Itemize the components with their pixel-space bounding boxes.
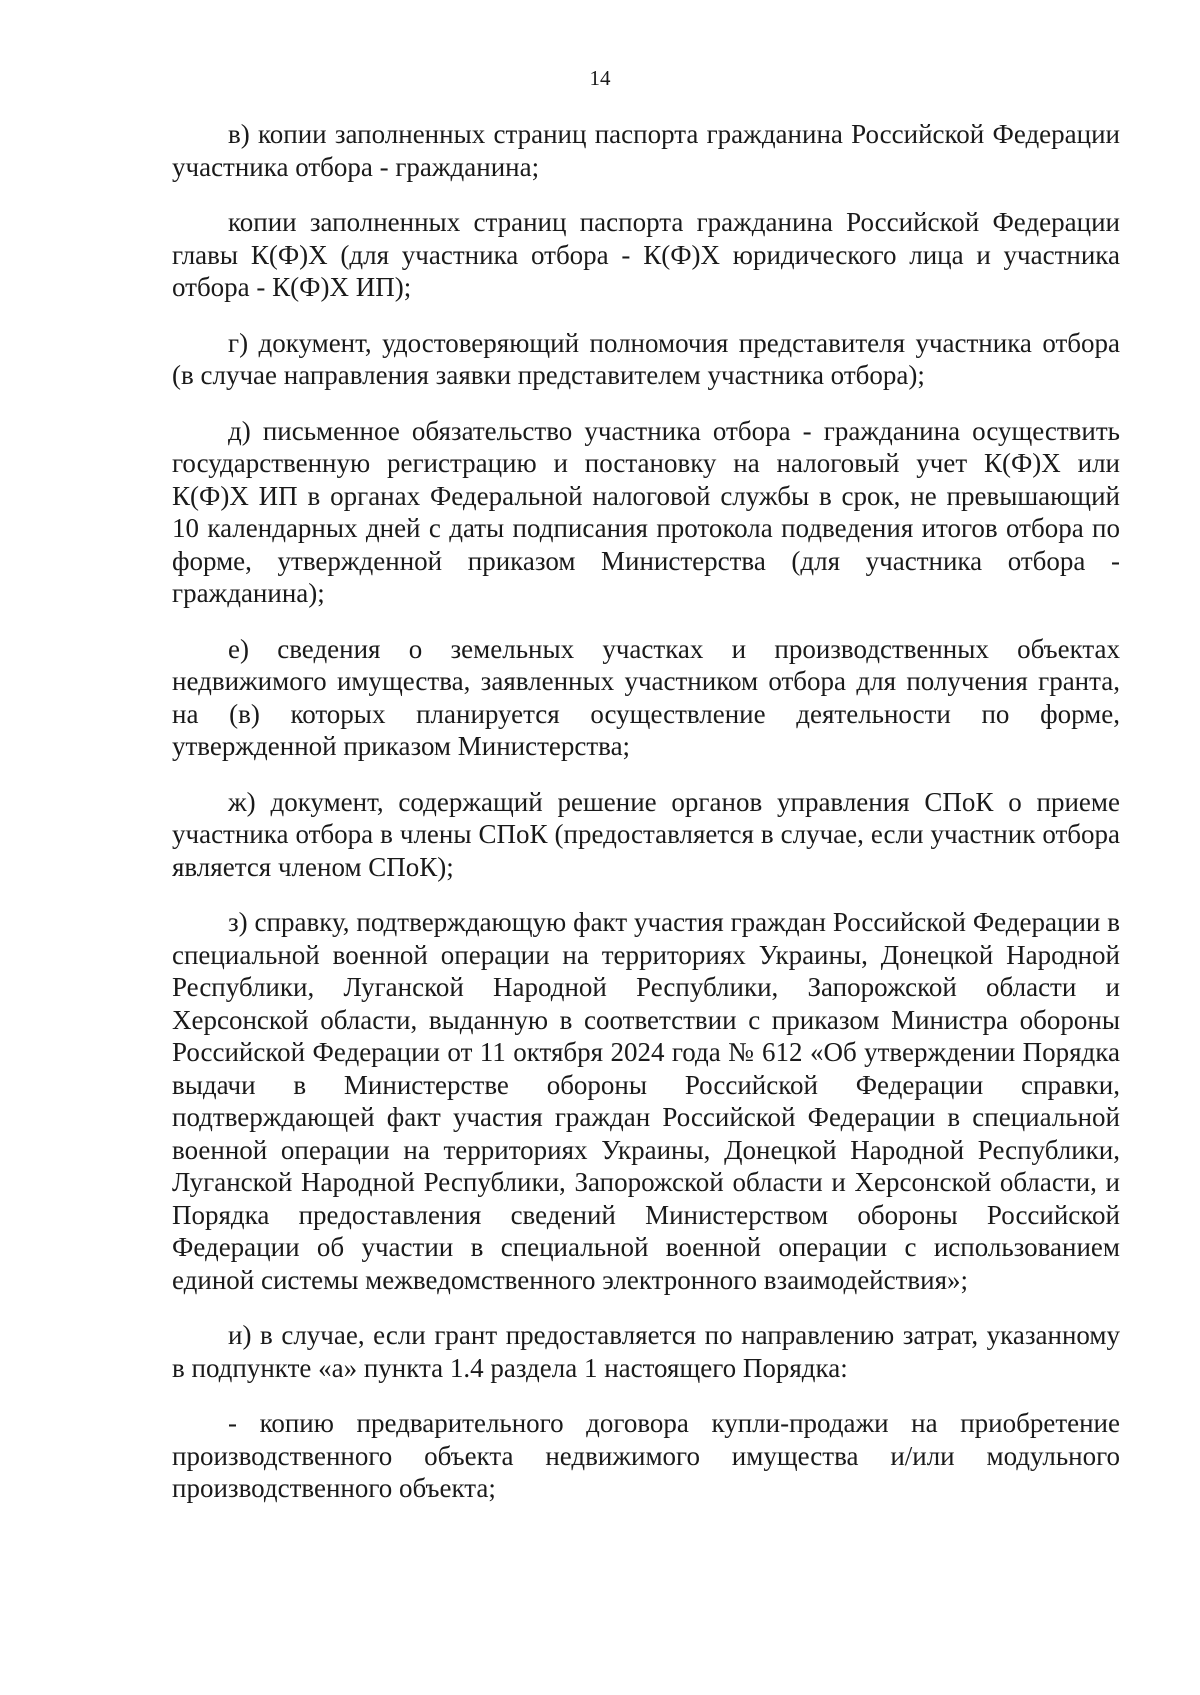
paragraph-g-representative-document: г) документ, удостоверяющий полномочия представителя участника отбора (в случае направления заявки представителем участника отбора); xyxy=(172,327,1120,390)
paragraph-zh-cooperative-decision: ж) документ, содержащий решение органов управления СПоК о приеме участника отбора в члены СПоК (предоставляется в случае, если участник отбора является членом СПоК); xyxy=(172,786,1120,882)
document-body xyxy=(172,118,1120,1505)
paragraph-e-land-plots-info: е) сведения о земельных участках и производственных объектах недвижимого имущества, заявленных участником отбора для получения гранта, на (в) которых планируется осуществление деятельности по форме, утвержденной приказом Министерства; xyxy=(172,633,1120,761)
paragraph-i-grant-direction: и) в случае, если грант предоставляется по направлению затрат, указанному в подпункте «а» пункта 1.4 раздела 1 настоящего Порядка: xyxy=(172,1320,1120,1383)
paragraph-passport-copies-head: копии заполненных страниц паспорта гражданина Российской Федерации главы К(Ф)Х (для участника отбора - К(Ф)Х юридического лица и участника отбора - К(Ф)Х ИП); xyxy=(172,207,1120,302)
paragraph-z-svo-certificate: з) справку, подтверждающую факт участия граждан Российской Федерации в специальной военной операции на территориях Украины, Донецкой Народной Республики, Луганской Народной Республики, Запорожской области и Херсонской области, выданную в соответствии с приказом Министра обороны Российской Федерации от 11 октября 2024 года № 612 «Об утверждении Порядка выдачи в Министерстве обороны Российской Федерации справки, подтверждающей факт участия граждан Российской Федерации в специальной военной операции на территориях Украины, Донецкой Народной Республики, Луганской Народной Республики, Запорожской области и Херсонской области, и Порядка предоставления сведений Министерством обороны Российской Федерации об участии в специальной военной операции с использованием единой системы межведомственного электронного взаимодействия»; xyxy=(172,907,1120,1295)
paragraph-preliminary-contract: - копию предварительного договора купли-продажи на приобретение производственного объекта недвижимого имущества и/или модульного производственного объекта; xyxy=(172,1408,1120,1503)
paragraph-d-written-obligation: д) письменное обязательство участника отбора - гражданина осуществить государственную регистрацию и постановку на налоговый учет К(Ф)Х или К(Ф)Х ИП в органах Федеральной налоговой службы в срок, не превышающий 10 календарных дней с даты подписания протокола подведения итогов отбора по форме, утвержденной приказом Министерства (для участника отбора - гражданина); xyxy=(172,415,1120,608)
page-number: 14 xyxy=(589,66,611,90)
paragraph-v-passport-copies: в) копии заполненных страниц паспорта гражданина Российской Федерации участника отбора - гражданина; xyxy=(172,119,1120,182)
